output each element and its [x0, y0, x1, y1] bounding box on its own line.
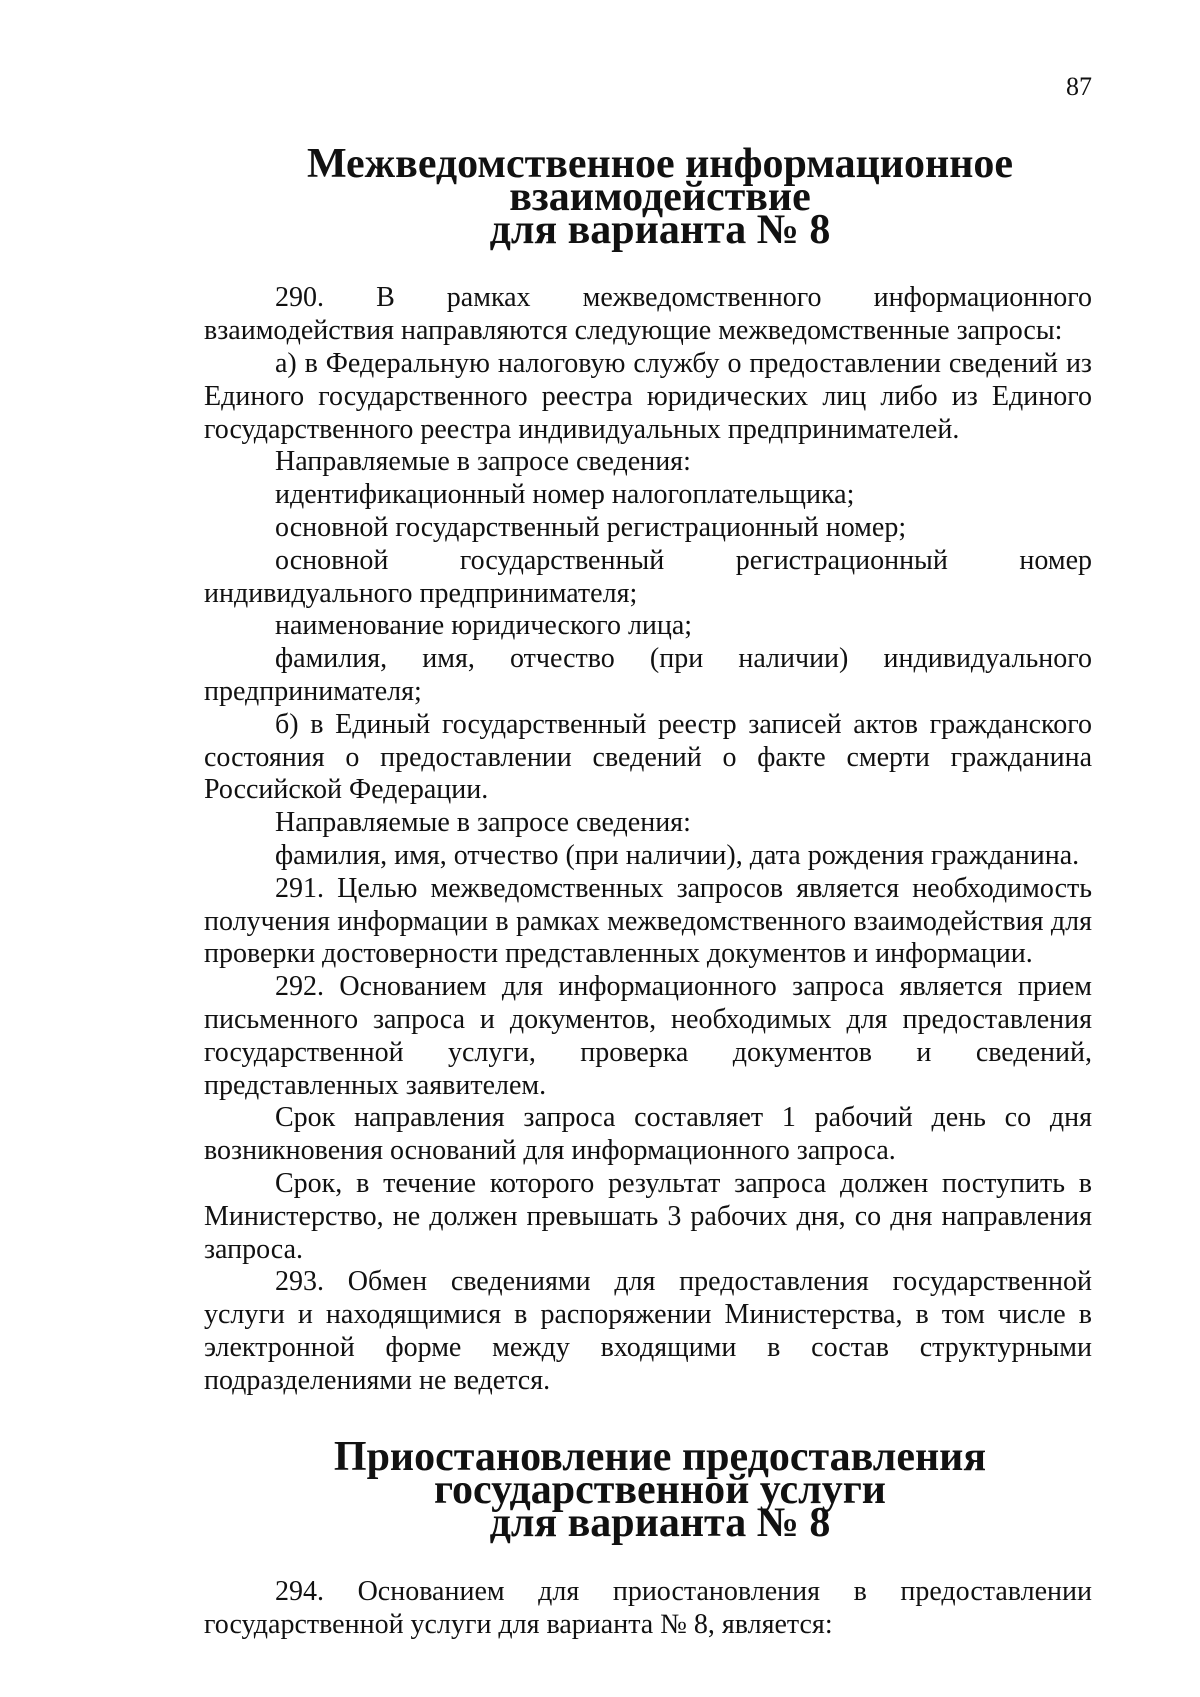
paragraph: идентификационный номер налогоплательщика; [275, 479, 855, 511]
paragraph: основной государственный регистрационный номер; [275, 511, 907, 543]
paragraph-item-b: б) в Единый государственный реестр записей актов гражданского состояния о предоставлении сведений о факте смерти гражданина Российской Федерации. [204, 708, 1092, 806]
paragraph: Срок, в течение которого результат запроса должен поступить в Министерство, не должен превышать 3 рабочих дня, со дня направления запроса. [204, 1167, 1092, 1265]
paragraph-293: 293. Обмен сведениями для предоставления государственной услуги и находящимися в распоряжении Министерства, в том числе в электронной форме между входящими в состав структурными подразделениями не ведется. [204, 1266, 1092, 1396]
section-heading-interagency [204, 141, 1092, 253]
paragraph: Направляемые в запросе сведения: [275, 446, 691, 478]
heading-line: Межведомственное информационное взаимодействие [306, 141, 1014, 220]
paragraph-292: 292. Основанием для информационного запроса является прием письменного запроса и документов, необходимых для предоставления государственной услуги, проверка документов и сведений, представленных заявителем. [204, 971, 1092, 1101]
paragraph-294: 294. Основанием для приостановления в предоставлении государственной услуги для варианта № 8, является: [204, 1575, 1092, 1640]
paragraph: фамилия, имя, отчество (при наличии), дата рождения гражданина. [275, 839, 1080, 871]
paragraph: Срок направления запроса составляет 1 рабочий день со дня возникновения оснований для информационного запроса. [204, 1102, 1092, 1167]
heading-line: для варианта № 8 [489, 1500, 831, 1547]
paragraph: основной государственный регистрационный номер индивидуального предпринимателя; [204, 544, 1092, 609]
page-content [204, 141, 1092, 1641]
heading-line: для варианта № 8 [489, 206, 831, 253]
heading-line: Приостановление предоставления государственной услуги [333, 1434, 987, 1514]
paragraph: Направляемые в запросе сведения: [275, 807, 691, 839]
paragraph: наименование юридического лица; [275, 610, 693, 642]
paragraph: фамилия, имя, отчество (при наличии) индивидуального предпринимателя; [204, 643, 1092, 707]
section-heading-suspension [204, 1434, 1092, 1547]
paragraph-item-a: а) в Федеральную налоговую службу о предоставлении сведений из Единого государственного реестра юридических лиц либо из Единого государственного реестра индивидуальных предпринимателей. [204, 347, 1092, 445]
paragraph-290: 290. В рамках межведомственного информационного взаимодействия направляются следующие межведомственные запросы: [204, 282, 1092, 347]
page-number: 87 [1066, 72, 1092, 101]
paragraph-291: 291. Целью межведомственных запросов является необходимость получения информации в рамках межведомственного взаимодействия для проверки достоверности представленных документов и информации. [204, 872, 1092, 970]
